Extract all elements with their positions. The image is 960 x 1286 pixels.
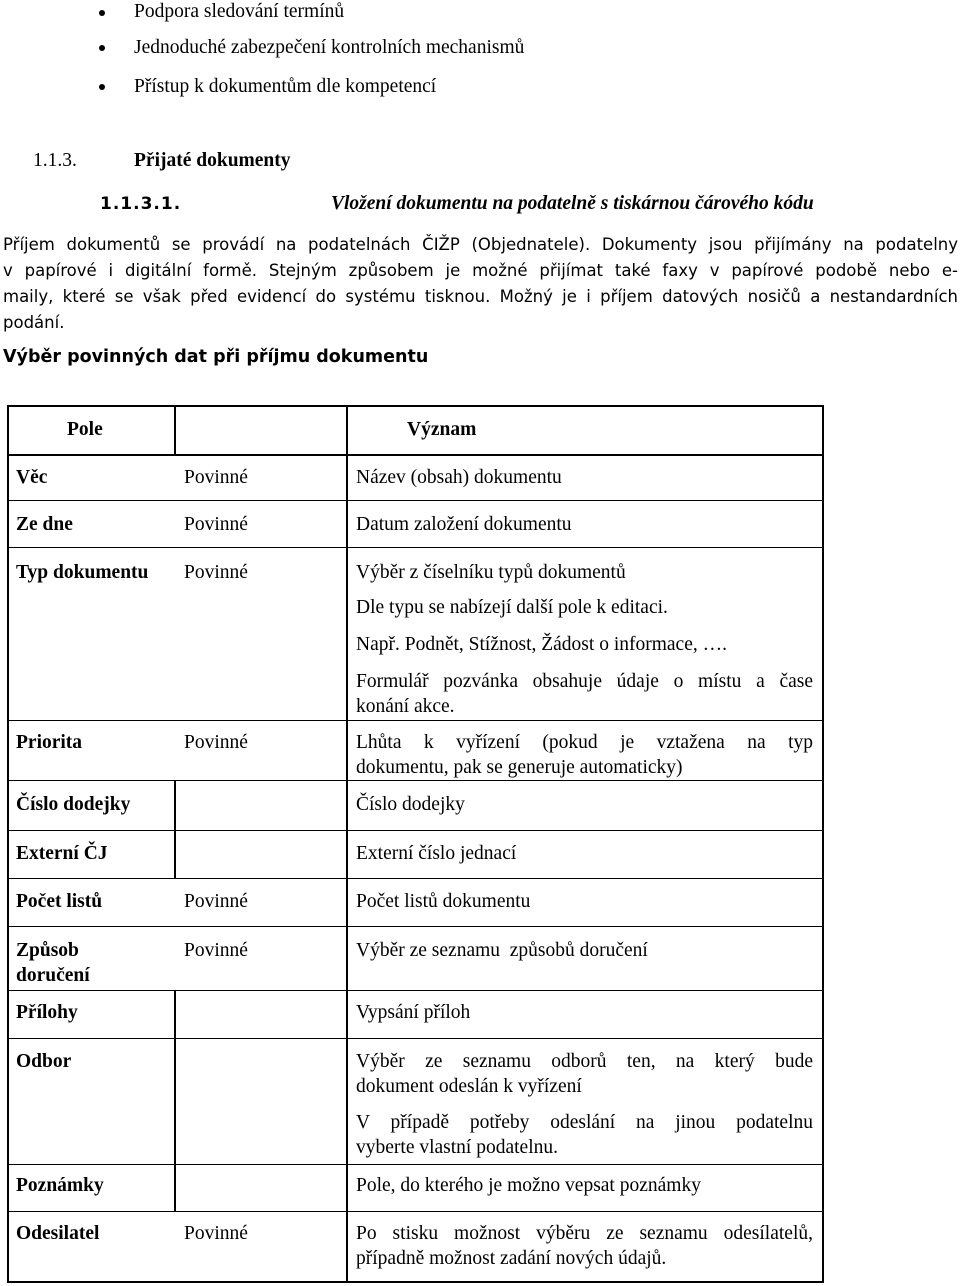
table-row-meaning: konání akce.	[356, 696, 455, 717]
section-title: Přijaté dokumenty	[134, 150, 291, 171]
table-header-meaning: Význam	[407, 419, 477, 440]
paragraph-line: podání.	[3, 313, 65, 332]
paragraph-line: maily, které se však před evidencí do systému tisknou. Možný je i příjem datových nosičů a nestandardních	[3, 287, 958, 306]
row-separator	[7, 990, 824, 991]
row-separator	[7, 1038, 824, 1039]
table-row-field: Externí ČJ	[16, 843, 108, 864]
row-separator	[7, 454, 824, 456]
table-row-meaning: V případě potřeby odeslání na jinou podatelnu	[356, 1112, 813, 1133]
bullet-item: Jednoduché zabezpečení kontrolních mechanismů	[134, 37, 525, 58]
table-row-meaning: Formulář pozvánka obsahuje údaje o místu a čase	[356, 671, 813, 692]
table-row-field: Odbor	[16, 1051, 72, 1072]
table-row-meaning: Číslo dodejky	[356, 794, 465, 815]
paragraph-line: Příjem dokumentů se provádí na podatelnách ČIŽP (Objednatele). Dokumenty jsou přijímány na podatelny	[3, 235, 958, 254]
intro-paragraph	[3, 232, 958, 336]
row-separator	[7, 878, 824, 879]
table-row-meaning: Po stisku možnost výběru ze seznamu odesílatelů,	[356, 1223, 813, 1244]
table-row-field: Číslo dodejky	[16, 794, 131, 815]
paragraph-line: v papírové i digitální formě. Stejným způsobem je možné přijímat také faxy v papírové podobě nebo e-	[3, 261, 958, 280]
row-separator	[7, 720, 824, 721]
table-row-meaning: dokumentu, pak se generuje automaticky)	[356, 757, 683, 778]
table-header-field: Pole	[67, 419, 103, 440]
table-row-meaning: vyberte vlastní podatelnu.	[356, 1137, 558, 1158]
row-separator	[7, 780, 824, 781]
cell-divider	[174, 990, 176, 1211]
row-separator	[7, 500, 824, 501]
cell-divider	[174, 780, 176, 878]
table-row-required: Povinné	[184, 562, 248, 583]
table-row-meaning: Výběr ze seznamu odborů ten, na který bude	[356, 1051, 813, 1072]
table-row-required: Povinné	[184, 1223, 248, 1244]
table-border-bottom	[7, 1281, 824, 1283]
table-row-field: Počet listů	[16, 891, 103, 912]
row-separator	[7, 1211, 824, 1212]
table-row-meaning: Počet listů dokumentu	[356, 891, 531, 912]
bullet-item: Podpora sledování termínů	[134, 1, 345, 22]
bullet-item: Přístup k dokumentům dle kompetencí	[134, 76, 437, 97]
table-row-meaning: dokument odeslán k vyřízení	[356, 1076, 582, 1097]
header-divider	[346, 405, 348, 455]
table-row-field: Věc	[16, 467, 48, 488]
bullet-dot-icon	[99, 45, 105, 51]
subsection-number: 1.1.3.1.	[100, 194, 182, 214]
table-row-meaning: Externí číslo jednací	[356, 843, 517, 864]
table-border-top	[7, 405, 824, 407]
row-separator	[7, 1164, 824, 1165]
table-row-field: Způsob	[16, 940, 79, 961]
bullet-dot-icon	[99, 84, 105, 90]
table-row-meaning: Např. Podnět, Stížnost, Žádost o informace, ….	[356, 634, 727, 655]
meaning-column-divider	[346, 455, 348, 1281]
table-row-meaning: Pole, do kterého je možno vepsat poznámky	[356, 1175, 701, 1196]
table-heading: Výběr povinných dat při příjmu dokumentu	[3, 347, 429, 367]
table-border-right	[822, 405, 824, 1283]
row-separator	[7, 926, 824, 927]
bullet-dot-icon	[99, 10, 105, 16]
table-row-required: Povinné	[184, 467, 248, 488]
section-number: 1.1.3.	[33, 150, 77, 171]
table-row-field: Ze dne	[16, 514, 73, 535]
table-row-meaning: Název (obsah) dokumentu	[356, 467, 562, 488]
header-divider	[174, 405, 176, 455]
table-row-field: Odesilatel	[16, 1223, 100, 1244]
subsection-title: Vložení dokumentu na podatelně s tiskárnou čárového kódu	[331, 193, 814, 214]
table-border-left	[7, 405, 9, 1283]
table-row-meaning: Vypsání příloh	[356, 1002, 471, 1023]
table-row-meaning: Dle typu se nabízejí další pole k editaci.	[356, 597, 668, 618]
table-row-field: doručení	[16, 965, 90, 986]
table-row-required: Povinné	[184, 514, 248, 535]
table-row-meaning: Lhůta k vyřízení (pokud je vztažena na typ	[356, 732, 813, 753]
table-row-meaning: Výběr ze seznamu způsobů doručení	[356, 940, 648, 961]
table-row-field: Poznámky	[16, 1175, 104, 1196]
table-row-field: Priorita	[16, 732, 83, 753]
table-row-required: Povinné	[184, 940, 248, 961]
table-row-field: Typ dokumentu	[16, 562, 149, 583]
row-separator	[7, 830, 824, 831]
table-row-meaning: Datum založení dokumentu	[356, 514, 572, 535]
table-row-required: Povinné	[184, 732, 248, 753]
table-row-meaning: Výběr z číselníku typů dokumentů	[356, 562, 626, 583]
table-row-meaning: případně možnost zadání nových údajů.	[356, 1248, 667, 1269]
table-row-field: Přílohy	[16, 1002, 78, 1023]
row-separator	[7, 547, 824, 548]
table-row-required: Povinné	[184, 891, 248, 912]
